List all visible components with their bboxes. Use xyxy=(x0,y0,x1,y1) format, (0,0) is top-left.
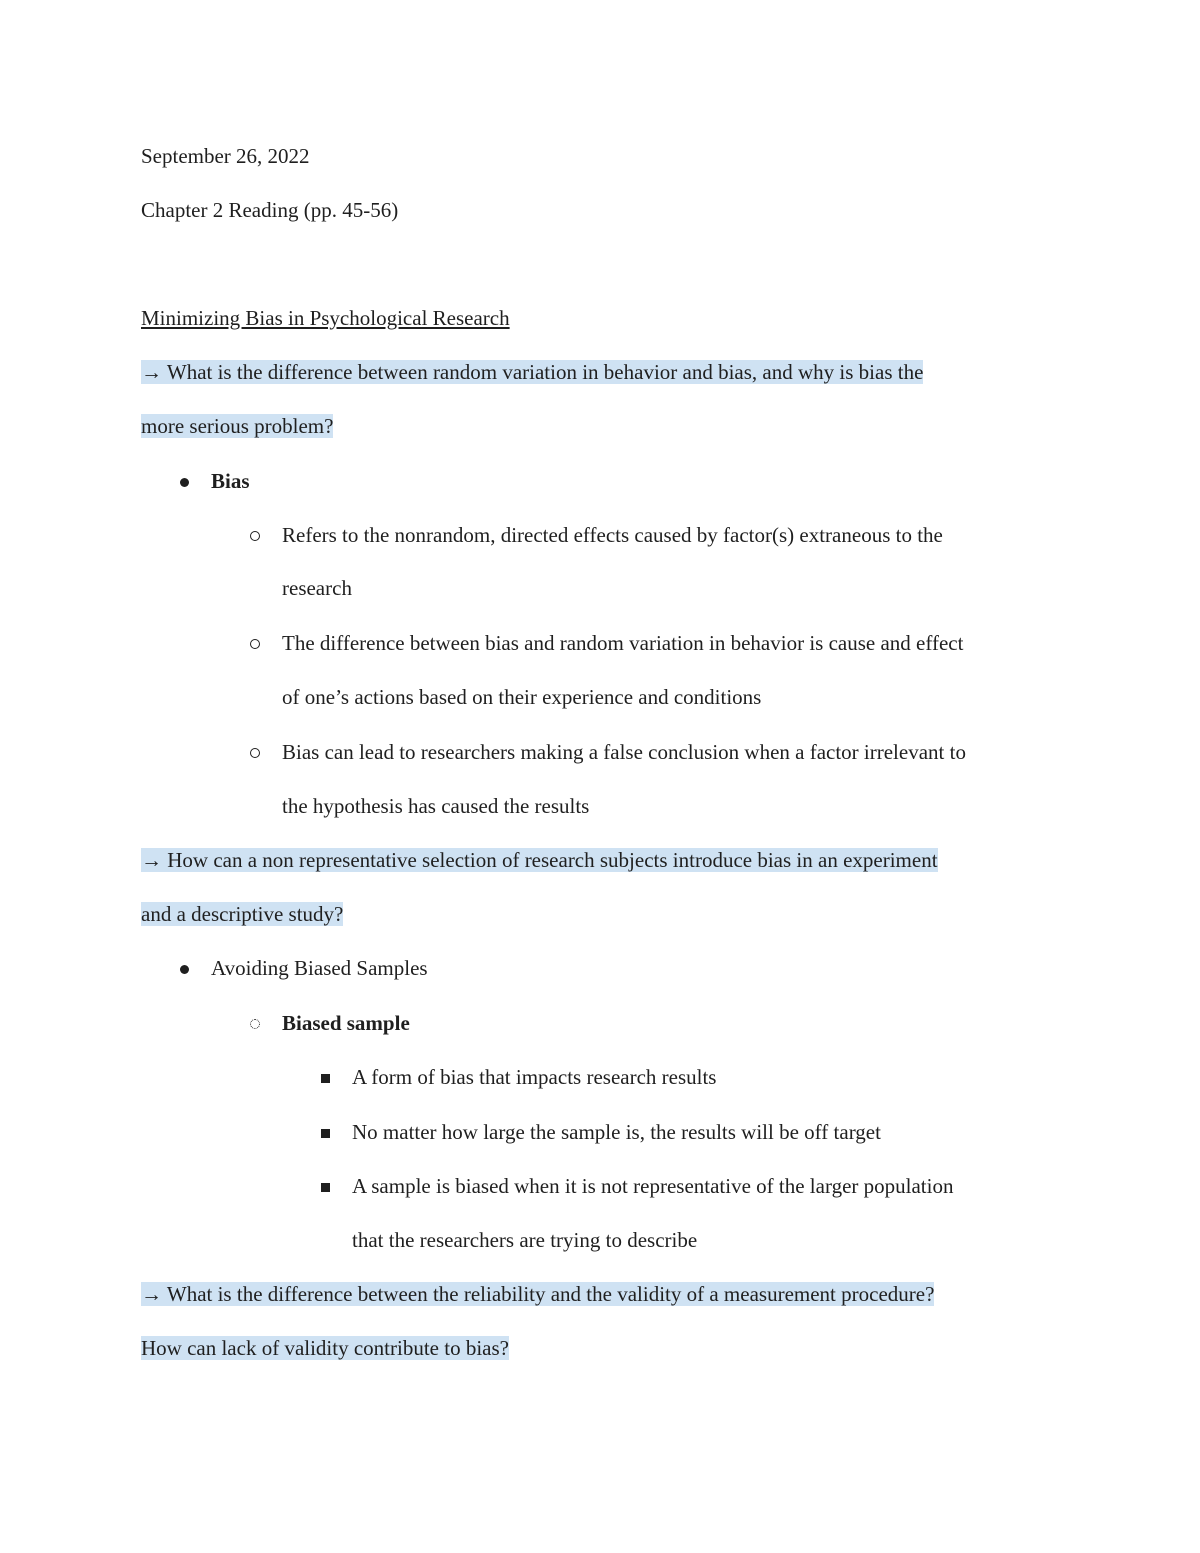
reading-line: Chapter 2 Reading (pp. 45-56) xyxy=(141,198,399,222)
samples-point-3-line-1: A sample is biased when it is not representative of the larger population xyxy=(352,1174,954,1198)
bias-point-1-line-2: research xyxy=(282,576,352,600)
bias-point-1-line-1: Refers to the nonrandom, directed effects caused by factor(s) extraneous to the xyxy=(282,523,943,547)
bullet-square-icon xyxy=(315,1117,335,1147)
question-2-line-1 xyxy=(141,845,938,875)
question-3-line-1 xyxy=(141,1279,934,1309)
question-3-text-1: → What is the difference between the reliability and the validity of a measurement procedure? xyxy=(141,1282,935,1306)
question-3-text-2: How can lack of validity contribute to bias? xyxy=(141,1336,509,1360)
bullet-ring-icon xyxy=(245,628,265,658)
question-2-line-2 xyxy=(141,899,343,929)
question-2-text-2: and a descriptive study? xyxy=(141,902,344,926)
bias-heading: Bias xyxy=(211,469,250,493)
question-1-text-2: more serious problem? xyxy=(141,414,334,438)
bullet-ring-icon xyxy=(245,1008,265,1038)
section-title: Minimizing Bias in Psychological Research xyxy=(141,306,510,330)
bias-heading-line xyxy=(211,466,250,496)
bias-point-2-line-2: of one’s actions based on their experience and conditions xyxy=(282,685,762,709)
question-2-text-1: → How can a non representative selection of research subjects introduce bias in an experiment xyxy=(141,848,938,872)
bias-point-3-line-2: the hypothesis has caused the results xyxy=(282,794,590,818)
bullet-dot-icon xyxy=(174,466,194,496)
samples-heading: Avoiding Biased Samples xyxy=(211,956,428,980)
bullet-square-icon xyxy=(315,1062,335,1092)
samples-point-2: No matter how large the sample is, the results will be off target xyxy=(352,1120,881,1144)
bias-point-3-line-1: Bias can lead to researchers making a false conclusion when a factor irrelevant to xyxy=(282,740,966,764)
bullet-square-icon xyxy=(315,1171,335,1201)
date-line: September 26, 2022 xyxy=(141,144,310,168)
samples-point-1: A form of bias that impacts research results xyxy=(352,1065,717,1089)
question-1-text-1: → What is the difference between random variation in behavior and bias, and why is bias the xyxy=(141,360,924,384)
bullet-ring-icon xyxy=(245,737,265,767)
bullet-dot-icon xyxy=(174,953,194,983)
samples-point-3-line-2: that the researchers are trying to describe xyxy=(352,1228,698,1252)
question-1-line-1 xyxy=(141,357,923,387)
question-1-line-2 xyxy=(141,411,333,441)
samples-subheading-line xyxy=(282,1008,410,1038)
samples-subheading: Biased sample xyxy=(282,1011,410,1035)
bullet-ring-icon xyxy=(245,520,265,550)
section-title-line xyxy=(141,303,510,333)
bias-point-2-line-1: The difference between bias and random variation in behavior is cause and effect xyxy=(282,631,964,655)
question-3-line-2 xyxy=(141,1333,509,1363)
